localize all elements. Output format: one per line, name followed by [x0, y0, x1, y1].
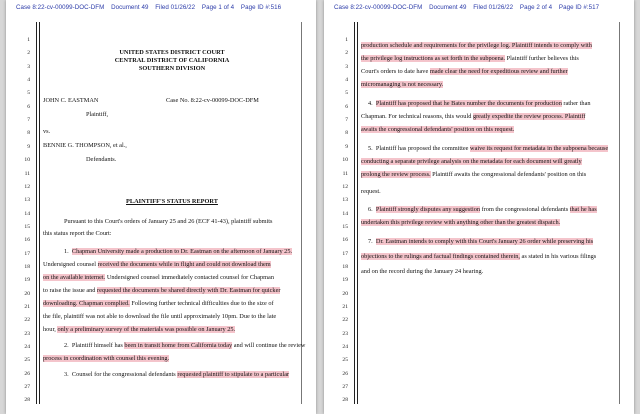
paragraph-line	[361, 253, 596, 260]
highlighted-text: awaits the congressional defendants' position on this request.	[361, 126, 515, 133]
line-number: 18	[24, 263, 30, 270]
line-number: 9	[345, 143, 348, 150]
line-number: 7	[27, 117, 30, 124]
page-count: Page 2 of 4	[519, 4, 553, 11]
line-number: 22	[342, 317, 348, 324]
line-number: 15	[342, 223, 348, 230]
page-count: Page 1 of 4	[201, 4, 235, 11]
paragraph-line	[361, 68, 568, 75]
page-header	[16, 4, 310, 11]
text-run: to raise the issue and	[43, 287, 98, 294]
document-number: Document 49	[111, 4, 149, 11]
paragraph-line	[368, 100, 591, 107]
highlighted-text: conducting a separate privilege analysis on the metadata for each document will greatly	[361, 158, 582, 165]
text-run: Undersigned counsel immediately contacted counsel for Chapman	[105, 274, 274, 281]
line-number: 28	[24, 397, 30, 404]
line-number: 26	[24, 370, 30, 377]
paragraph-line	[361, 158, 582, 165]
highlighted-text: the privilege log instructions as set forth in the subpoena.	[361, 55, 506, 62]
line-number: 1	[345, 37, 348, 43]
line-number: 5	[345, 90, 348, 97]
text-run: Court's orders to date have	[361, 68, 430, 75]
paragraph-line	[43, 300, 274, 307]
line-number: 26	[342, 370, 348, 377]
highlighted-text: greatly expedite the review process.	[472, 113, 564, 120]
highlighted-text: objections to the rulings and factual findings contained therein,	[361, 253, 520, 260]
intro-line: this status report the Court:	[43, 230, 112, 237]
defendants-name: BENNIE G. THOMPSON, et al.,	[43, 142, 127, 149]
line-number: 17	[24, 250, 30, 257]
case-number-link[interactable]: Case 8:22-cv-00099-DOC-DFM	[16, 4, 105, 11]
line-number: 12	[342, 183, 348, 190]
text-run: Plaintiff himself has	[71, 342, 125, 349]
highlighted-text: Plaintiff intends to comply with	[510, 42, 592, 49]
highlighted-text: requested plaintiff to stipulate to a particular	[177, 371, 290, 378]
paragraph-line	[361, 113, 585, 120]
text-run: rather than	[561, 100, 591, 107]
line-number: 27	[342, 384, 348, 391]
line-number: 7	[345, 117, 348, 124]
paragraph-number: 7.	[368, 238, 373, 245]
line-number: 23	[342, 330, 348, 337]
line-number: 6	[27, 103, 30, 110]
paragraph-line	[368, 238, 593, 245]
line-number: 14	[342, 210, 348, 217]
case-number-link[interactable]: Case 8:22-cv-00099-DOC-DFM	[334, 4, 423, 11]
line-number: 21	[342, 304, 348, 310]
page-header	[334, 4, 628, 11]
highlighted-text: Dr. Eastman intends to comply with this Court's January 26 order while preserving his	[375, 238, 594, 245]
court-division: SOUTHERN DIVISION	[138, 65, 206, 72]
margin-rule-left	[354, 22, 358, 404]
paragraph-number: 2.	[64, 342, 69, 349]
highlighted-text: that he has	[569, 206, 597, 213]
paragraph-line	[361, 55, 579, 62]
line-number: 16	[24, 237, 30, 244]
highlighted-text: Chapman University made a production to Dr. Eastman on the afternoon of January 25.	[71, 248, 293, 255]
line-number: 3	[345, 63, 348, 70]
line-number: 20	[24, 290, 30, 297]
line-number: 11	[342, 170, 348, 177]
paragraph-number: 3.	[64, 371, 69, 378]
line-number: 24	[342, 344, 348, 351]
page-id: Page ID #:516	[240, 4, 282, 11]
defendants-role: Defendants.	[86, 156, 117, 163]
highlighted-text: on the available internet.	[43, 274, 106, 281]
line-number: 13	[342, 197, 348, 204]
paragraph-number: 6.	[368, 206, 373, 213]
line-number: 24	[24, 344, 30, 351]
line-number: 27	[24, 384, 30, 391]
line-number: 17	[342, 250, 348, 257]
line-number: 20	[342, 290, 348, 297]
line-number: 4	[27, 77, 30, 84]
paragraph-line	[361, 81, 443, 88]
paragraph-line	[43, 326, 235, 333]
text-run: as stated in his various filings	[519, 253, 597, 260]
court-name: UNITED STATES DISTRICT COURT	[119, 49, 225, 56]
line-number: 19	[342, 277, 348, 284]
plaintiff-role: Plaintiff,	[86, 111, 109, 118]
highlighted-text: Plaintiff strongly disputes any suggestion	[375, 206, 481, 213]
line-number: 11	[24, 170, 30, 177]
paragraph-line: request.	[361, 188, 381, 195]
paragraph-line	[361, 42, 592, 49]
line-number: 22	[24, 317, 30, 324]
text-run: Plaintiff has proposed the committee	[375, 145, 471, 152]
text-run: Undersigned counsel	[43, 261, 98, 268]
line-number: 2	[345, 50, 348, 57]
text-run: from the congressional defendants	[480, 206, 570, 213]
highlighted-text: been in transit home from California today	[124, 342, 233, 349]
highlighted-text: Chapman complied.	[77, 300, 130, 307]
paragraph-line: the file, plaintiff was not able to download the file until approximately 10pm. Due to the late	[43, 313, 277, 320]
line-number: 28	[342, 397, 348, 404]
line-number: 12	[24, 183, 30, 190]
line-number: 5	[27, 90, 30, 97]
document-title: PLAINTIFF'S STATUS REPORT	[126, 198, 218, 205]
paragraph-line	[64, 248, 292, 255]
paragraph-line	[368, 145, 608, 152]
paragraph-number: 4.	[368, 100, 373, 107]
text-run: Following further technical difficulties due to the size of	[129, 300, 274, 307]
paragraph-line	[64, 342, 305, 349]
case-number: Case No. 8:22-cv-00099-DOC-DFM	[166, 97, 259, 104]
line-number: 18	[342, 263, 348, 270]
text-run: and will continue the review	[232, 342, 306, 349]
line-number: 15	[24, 223, 30, 230]
highlighted-text: Plaintiff	[563, 113, 586, 120]
text-run: hour,	[43, 326, 58, 333]
highlighted-text: Plaintiff has proposed that he Bates number the documents for production	[375, 100, 562, 107]
highlighted-text: micromanaging is not necessary.	[361, 81, 444, 88]
highlighted-text: only a preliminary survey of the materials was possible on January 25.	[57, 326, 236, 333]
line-number: 23	[24, 330, 30, 337]
line-number: 4	[345, 77, 348, 84]
paragraph-line	[361, 126, 514, 133]
highlighted-text: process in coordination with counsel this evening.	[43, 355, 170, 362]
paragraph-number: 5.	[368, 145, 373, 152]
paragraph-line: and on the record during the January 24 hearing.	[361, 268, 484, 275]
line-number: 13	[24, 197, 30, 204]
line-number: 25	[24, 357, 30, 364]
text-run: Chapman. For technical reasons, this would	[361, 113, 473, 120]
paragraph-line	[368, 206, 597, 213]
text-run: Counsel for the congressional defendants	[71, 371, 178, 378]
court-district: CENTRAL DISTRICT OF CALIFORNIA	[114, 57, 230, 64]
filed-date: Filed 01/26/22	[155, 4, 196, 11]
highlighted-text: production schedule and requirements for the privilege log.	[361, 42, 511, 49]
document-page-2	[324, 0, 634, 414]
paragraph-line	[43, 261, 271, 268]
paragraph-line	[43, 355, 169, 362]
page-id: Page ID #:517	[558, 4, 600, 11]
paragraph-line	[361, 219, 560, 226]
paragraph-line	[64, 371, 289, 378]
highlighted-text: requested the documents be shared directly with Dr. Eastman for quicker	[97, 287, 281, 294]
highlighted-text: received the documents while in flight and could not download them	[97, 261, 271, 268]
paragraph-line	[361, 171, 586, 178]
filed-date: Filed 01/26/22	[473, 4, 514, 11]
line-number: 25	[342, 357, 348, 364]
text-run: Plaintiff awaits the congressional defendants' position on this	[430, 171, 587, 178]
line-number: 6	[345, 103, 348, 110]
highlighted-text: downloading.	[43, 300, 78, 307]
paragraph-number: 1.	[64, 248, 69, 255]
line-number: 21	[24, 304, 30, 310]
paragraph-line	[43, 274, 274, 281]
document-page-1	[6, 0, 316, 414]
document-number: Document 49	[429, 4, 467, 11]
intro-line: Pursuant to this Court's orders of January 25 and 26 (ECF 41-43), plaintiff submits	[64, 218, 273, 225]
margin-rule-left	[36, 22, 40, 404]
plaintiff-name: JOHN C. EASTMAN	[43, 97, 99, 104]
line-number: 2	[27, 50, 30, 57]
line-number: 14	[24, 210, 30, 217]
highlighted-text: prolong the review process.	[361, 171, 431, 178]
margin-rule-right	[619, 22, 620, 404]
highlighted-text: waive its request for metadata in the subpoena because	[470, 145, 609, 152]
line-number: 10	[24, 157, 30, 164]
line-number: 9	[27, 143, 30, 150]
text-run: Plaintiff further believes this	[505, 55, 579, 62]
line-number: 8	[27, 130, 30, 137]
line-number: 1	[27, 37, 30, 43]
versus-label: vs.	[43, 128, 51, 135]
paragraph-line	[43, 287, 280, 294]
highlighted-text: made clear the need for expeditious review and further	[429, 68, 568, 75]
line-number: 8	[345, 130, 348, 137]
line-number: 16	[342, 237, 348, 244]
highlighted-text: undertaken this privilege review with anything other than the greatest dispatch.	[361, 219, 561, 226]
line-number: 3	[27, 63, 30, 70]
line-number: 19	[24, 277, 30, 284]
line-number: 10	[342, 157, 348, 164]
